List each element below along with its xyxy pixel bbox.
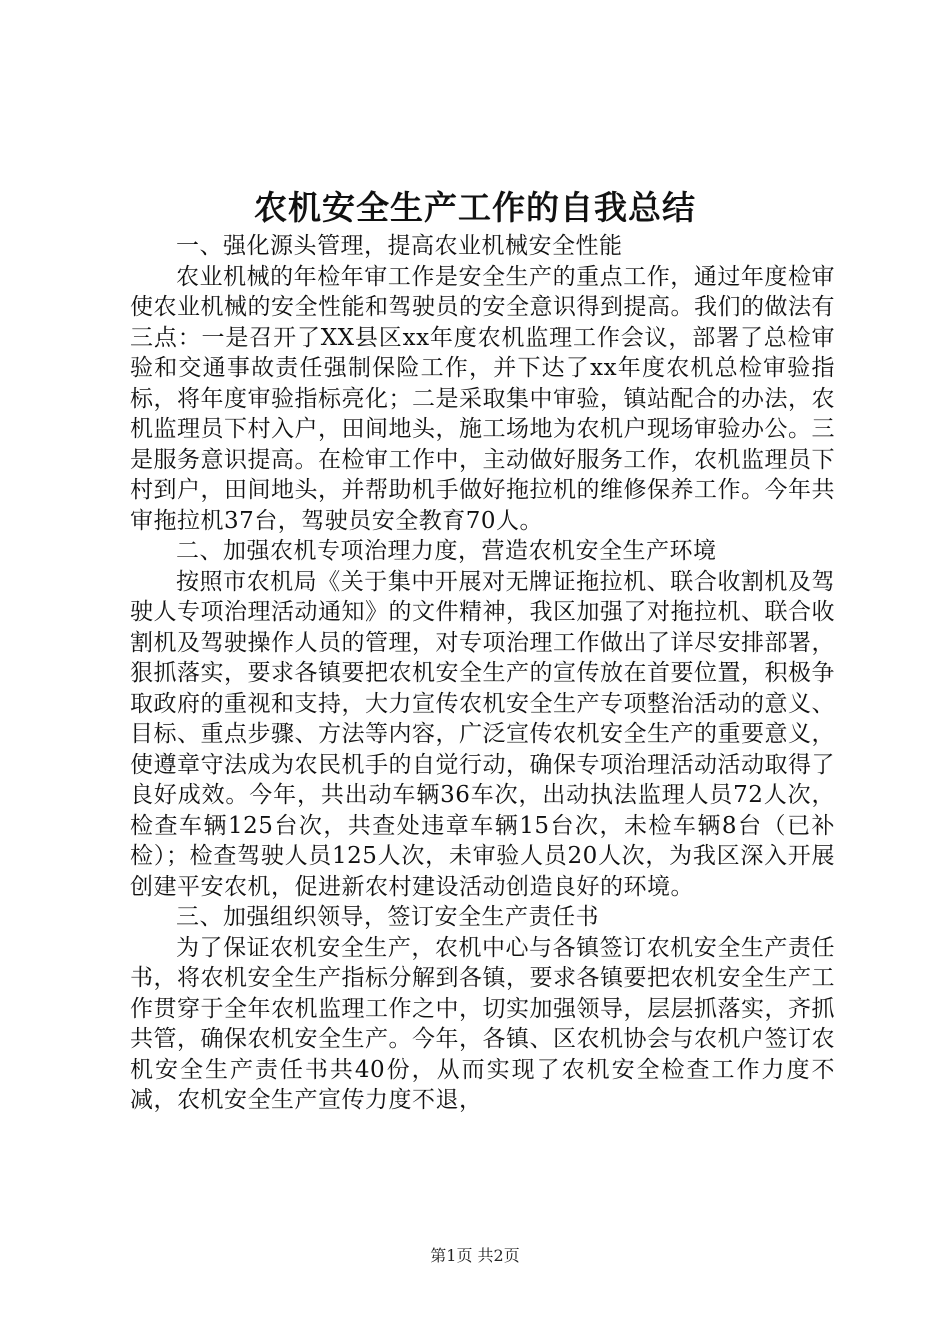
- section-heading-2: 二、加强农机专项治理力度，营造农机安全生产环境: [176, 538, 717, 564]
- section-paragraph-1: 农业机械的年检年审工作是安全生产的重点工作，通过年度检审使农业机械的安全性能和驾驶员的安全意识得到提高。我们的做法有三点：一是召开了XX县区xx年度农机监理工作会议，部署了总检审验和交通事故责任强制保险工作，并下达了xx年度农机总检审验指标，将年度审验指标亮化；二是采取集中审验，镇站配合的办法，农机监理员下村入户，田间地头，施工场地为农机户现场审验办公。三是服务意识提高。在检审工作中，主动做好服务工作，农机监理员下村到户，田间地头，并帮助机手做好拖拉机的维修保养工作。今年共审拖拉机37台，驾驶员安全教育70人。: [130, 263, 835, 534]
- section-heading-3: 三、加强组织领导，签订安全生产责任书: [176, 904, 599, 930]
- document-title: 农机安全生产工作的自我总结: [254, 188, 696, 227]
- section-heading-1: 一、强化源头管理，提高农业机械安全性能: [176, 233, 623, 259]
- document-body: [130, 231, 835, 1116]
- section-paragraph-3: 为了保证农机安全生产，农机中心与各镇签订农机安全生产责任书，将农机安全生产指标分解到各镇，要求各镇要把农机安全生产工作贯穿于全年农机监理工作之中，切实加强领导，层层抓落实，齐抓共管，确保农机安全生产。今年，各镇、区农机协会与农机户签订农机安全生产责任书共40份，从而实现了农机安全检查工作力度不减，农机安全生产宣传力度不退，: [130, 934, 835, 1113]
- section-paragraph-2: 按照市农机局《关于集中开展对无牌证拖拉机、联合收割机及驾驶人专项治理活动通知》的文件精神，我区加强了对拖拉机、联合收割机及驾驶操作人员的管理，对专项治理工作做出了详尽安排部署，狠抓落实，要求各镇要把农机安全生产的宣传放在首要位置，积极争取政府的重视和支持，大力宣传农机安全生产专项整治活动的意义、目标、重点步骤、方法等内容，广泛宣传农机安全生产的重要意义，使遵章守法成为农民机手的自觉行动，确保专项治理活动活动取得了良好成效。今年，共出动车辆36车次，出动执法监理人员72人次，检查车辆125台次，共查处违章车辆15台次，未检车辆8台（已补检）；检查驾驶人员125人次，未审验人员20人次，为我区深入开展创建平安农机，促进新农村建设活动创造良好的环境。: [130, 568, 835, 900]
- page-footer: 第1页 共2页: [430, 1246, 520, 1265]
